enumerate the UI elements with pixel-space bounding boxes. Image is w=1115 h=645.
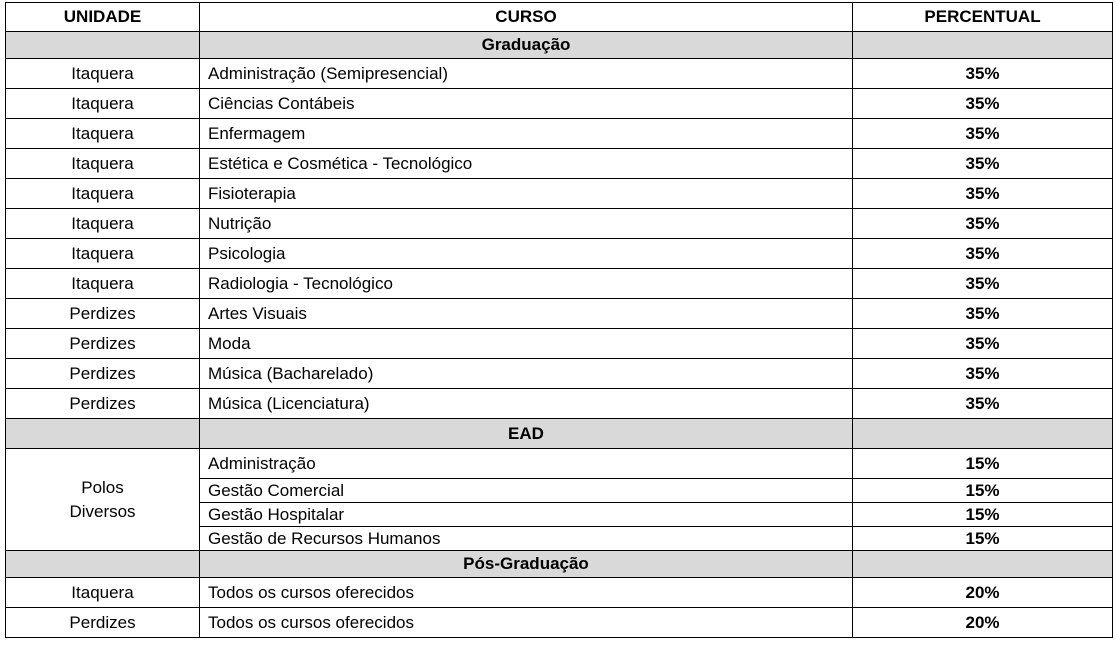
cell-curso: Enfermagem (200, 119, 853, 149)
cell-percentual: 35% (853, 359, 1113, 389)
cell-percentual: 35% (853, 209, 1113, 239)
cell-curso: Gestão Hospitalar (200, 503, 853, 527)
table-row (6, 119, 1113, 149)
cell-unidade: Itaquera (6, 149, 200, 179)
header-row (6, 3, 1113, 32)
cell-percentual: 35% (853, 329, 1113, 359)
cell-percentual: 35% (853, 149, 1113, 179)
cell-curso: Administração (200, 449, 853, 479)
cell-unidade: Itaquera (6, 239, 200, 269)
cell-unidade: Perdizes (6, 329, 200, 359)
cell-curso: Radiologia - Tecnológico (200, 269, 853, 299)
table-row (6, 239, 1113, 269)
cell-unidade: Itaquera (6, 209, 200, 239)
table-row (6, 608, 1113, 638)
cell-unidade: Itaquera (6, 59, 200, 89)
cell-percentual: 35% (853, 179, 1113, 209)
cell-percentual: 20% (853, 608, 1113, 638)
cell-percentual: 15% (853, 449, 1113, 479)
section-title: EAD (200, 419, 853, 449)
header-unidade: UNIDADE (6, 3, 200, 32)
cell-percentual: 20% (853, 578, 1113, 608)
cell-unidade: Perdizes (6, 389, 200, 419)
table-row (6, 578, 1113, 608)
header-curso: CURSO (200, 3, 853, 32)
cell-curso: Administração (Semipresencial) (200, 59, 853, 89)
header-percentual: PERCENTUAL (853, 3, 1113, 32)
table-row (6, 209, 1113, 239)
cell-curso: Música (Licenciatura) (200, 389, 853, 419)
cell-curso: Todos os cursos oferecidos (200, 578, 853, 608)
table-row (6, 269, 1113, 299)
cell-curso: Ciências Contábeis (200, 89, 853, 119)
cell-unidade: Itaquera (6, 89, 200, 119)
cell-percentual: 35% (853, 269, 1113, 299)
cell-percentual: 15% (853, 503, 1113, 527)
cell-unidade: Perdizes (6, 359, 200, 389)
cell-percentual: 15% (853, 527, 1113, 551)
cell-unidade: Perdizes (6, 299, 200, 329)
section-ead (6, 419, 1113, 449)
cell-curso: Estética e Cosmética - Tecnológico (200, 149, 853, 179)
section-graduacao (6, 32, 1113, 59)
cell-percentual: 15% (853, 479, 1113, 503)
unidade-line2: Diversos (69, 501, 136, 521)
section-title: Pós-Graduação (200, 551, 853, 578)
table-row (6, 359, 1113, 389)
cell-curso: Gestão Comercial (200, 479, 853, 503)
cell-percentual: 35% (853, 389, 1113, 419)
table-row (6, 329, 1113, 359)
cell-curso: Música (Bacharelado) (200, 359, 853, 389)
cell-percentual: 35% (853, 299, 1113, 329)
section-pos-graduacao (6, 551, 1113, 578)
cell-unidade-polos (6, 449, 200, 551)
cell-unidade: Perdizes (6, 608, 200, 638)
table-row (6, 299, 1113, 329)
section-title: Graduação (200, 32, 853, 59)
cell-curso: Fisioterapia (200, 179, 853, 209)
table-row (6, 179, 1113, 209)
cell-unidade: Itaquera (6, 179, 200, 209)
cell-unidade: Itaquera (6, 578, 200, 608)
cell-curso: Psicologia (200, 239, 853, 269)
table-row (6, 389, 1113, 419)
cell-curso: Artes Visuais (200, 299, 853, 329)
cell-curso: Gestão de Recursos Humanos (200, 527, 853, 551)
cell-percentual: 35% (853, 119, 1113, 149)
table-row (6, 59, 1113, 89)
cell-unidade: Itaquera (6, 119, 200, 149)
cell-percentual: 35% (853, 239, 1113, 269)
cell-curso: Moda (200, 329, 853, 359)
cell-curso: Todos os cursos oferecidos (200, 608, 853, 638)
table-row (6, 149, 1113, 179)
cell-percentual: 35% (853, 89, 1113, 119)
table-row (6, 89, 1113, 119)
cell-unidade: Itaquera (6, 269, 200, 299)
unidade-line1: Polos (81, 477, 124, 497)
discount-table (5, 2, 1113, 638)
cell-percentual: 35% (853, 59, 1113, 89)
table-row (6, 449, 1113, 479)
cell-curso: Nutrição (200, 209, 853, 239)
